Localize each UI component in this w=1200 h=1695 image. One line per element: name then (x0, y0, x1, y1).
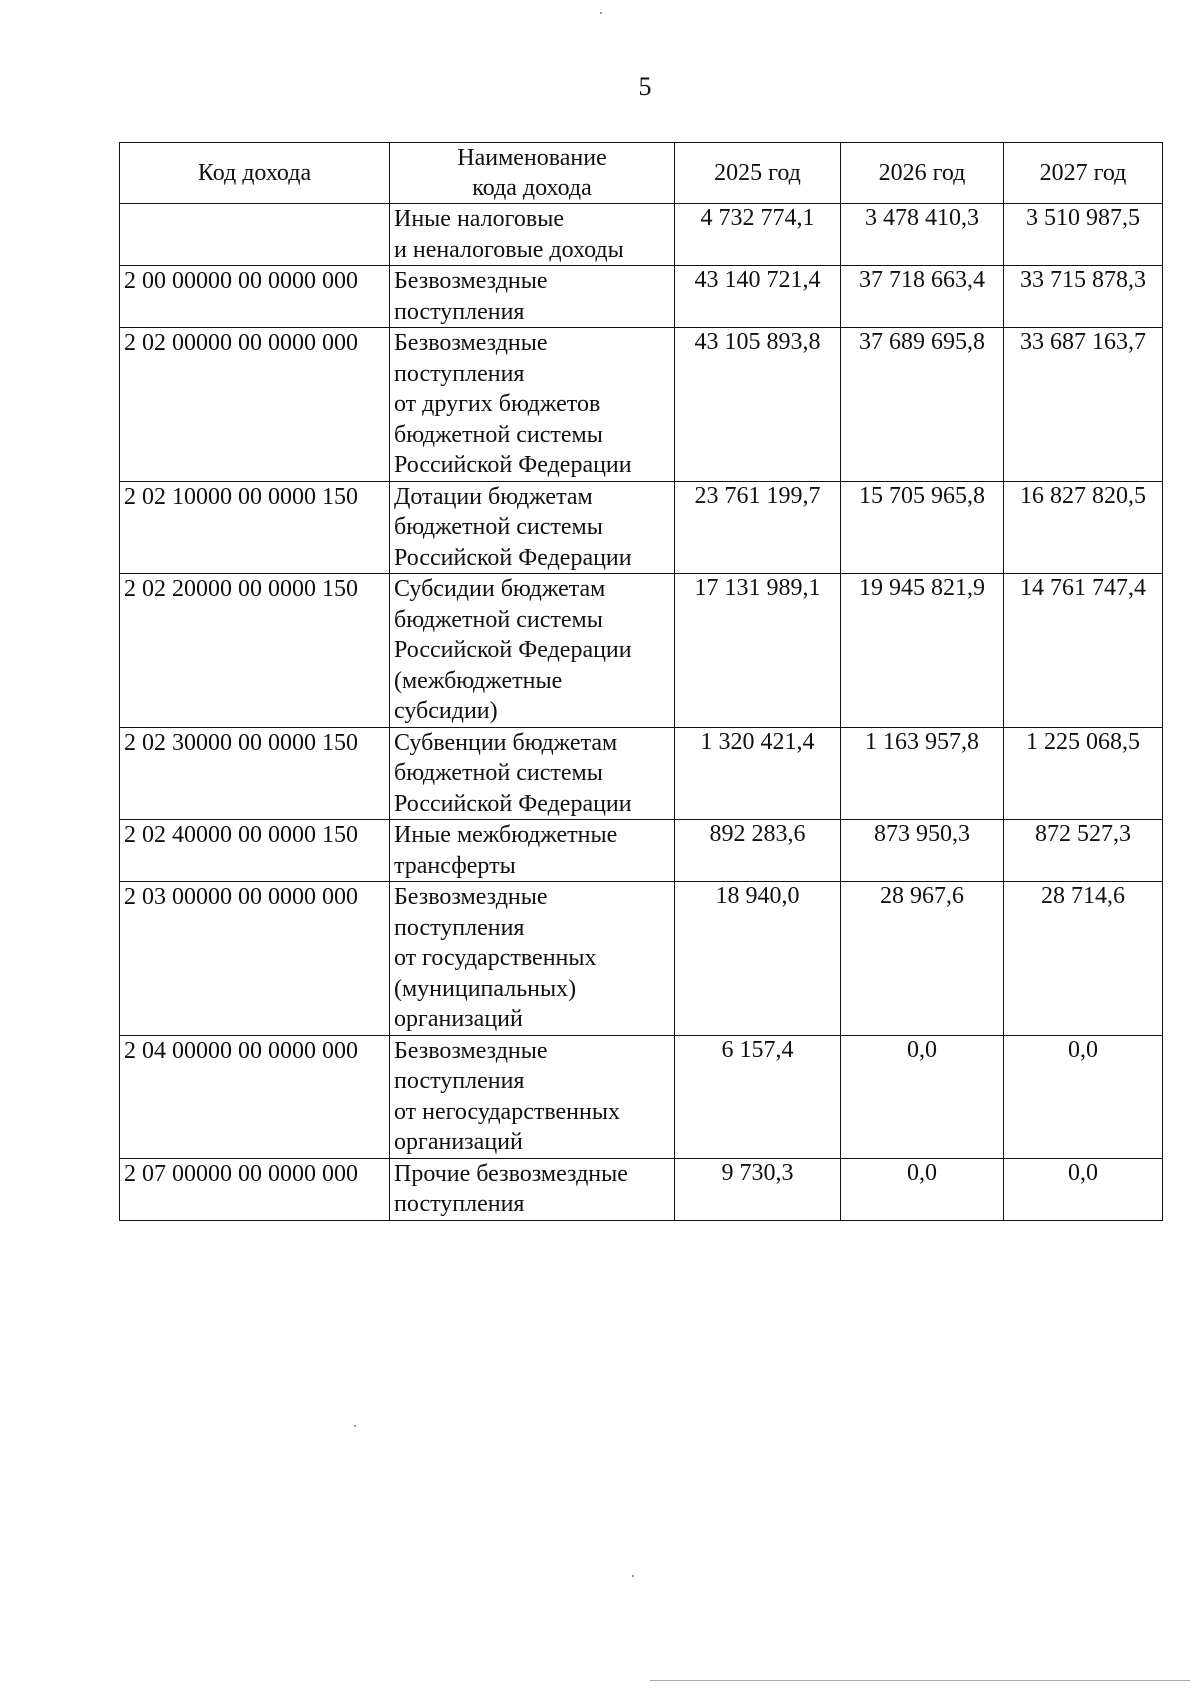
scan-artifact (600, 12, 602, 14)
income-code: 2 02 00000 00 0000 000 (120, 328, 390, 482)
amount-2026: 1 163 957,8 (841, 727, 1004, 820)
header-name-line1: Наименование (457, 145, 607, 171)
amount-2027: 0,0 (1004, 1035, 1163, 1158)
amount-2025: 4 732 774,1 (675, 204, 841, 266)
income-name (390, 820, 675, 882)
income-name (390, 727, 675, 820)
income-name-line: Российской Федерации (394, 637, 632, 663)
income-name (390, 882, 675, 1036)
header-name (390, 143, 675, 204)
table-header-row (120, 143, 1163, 204)
income-name-line: поступления (394, 360, 525, 387)
header-code: Код дохода (120, 143, 390, 204)
income-name (390, 204, 675, 266)
scan-artifact (650, 1680, 1190, 1681)
amount-2026: 37 718 663,4 (841, 266, 1004, 328)
income-name-line: организаций (394, 1006, 523, 1032)
amount-2027: 3 510 987,5 (1004, 204, 1163, 266)
table-row (120, 1158, 1163, 1220)
income-name-line: Российской Федерации (394, 452, 632, 478)
amount-2025: 9 730,3 (675, 1158, 841, 1220)
scan-artifact (632, 1575, 634, 1577)
amount-2025: 6 157,4 (675, 1035, 841, 1158)
header-year-2025: 2025 год (675, 143, 841, 204)
income-code: 2 03 00000 00 0000 000 (120, 882, 390, 1036)
table-body (120, 204, 1163, 1221)
table-row (120, 574, 1163, 728)
income-name-line: и неналоговые доходы (394, 236, 624, 263)
income-name-line: Безвозмездные (394, 1037, 548, 1064)
income-name (390, 328, 675, 482)
header-year-2027: 2027 год (1004, 143, 1163, 204)
income-name-line: Безвозмездные (394, 268, 548, 294)
income-name-line: Дотации бюджетам (394, 483, 593, 510)
amount-2026: 15 705 965,8 (841, 481, 1004, 574)
revenue-table (119, 142, 1163, 1221)
amount-2025: 43 105 893,8 (675, 328, 841, 482)
income-code: 2 02 10000 00 0000 150 (120, 481, 390, 574)
income-code: 2 00 00000 00 0000 000 (120, 266, 390, 328)
amount-2026: 0,0 (841, 1035, 1004, 1158)
income-name-line: Иные межбюджетные (394, 822, 618, 848)
income-name-line: (межбюджетные (394, 667, 563, 694)
amount-2026: 37 689 695,8 (841, 328, 1004, 482)
income-name (390, 481, 675, 574)
income-name-line: поступления (394, 298, 525, 325)
page-number: 5 (638, 72, 652, 101)
income-name-line: поступления (394, 1191, 525, 1217)
amount-2026: 3 478 410,3 (841, 204, 1004, 266)
income-name-line: трансферты (394, 852, 516, 879)
income-name-line: Российской Федерации (394, 544, 632, 571)
income-name-line: бюджетной системы (394, 514, 603, 540)
income-name-line: Субвенции бюджетам (394, 729, 618, 756)
income-name-line: Иные налоговые (394, 206, 564, 232)
income-code: 2 07 00000 00 0000 000 (120, 1158, 390, 1220)
table-row (120, 481, 1163, 574)
amount-2026: 28 967,6 (841, 882, 1004, 1036)
amount-2027: 33 687 163,7 (1004, 328, 1163, 482)
income-code: 2 02 20000 00 0000 150 (120, 574, 390, 728)
income-name-line: бюджетной системы (394, 421, 603, 448)
amount-2027: 14 761 747,4 (1004, 574, 1163, 728)
income-name-line: Прочие безвозмездные (394, 1160, 628, 1187)
income-name-line: от государственных (394, 945, 597, 971)
income-code (120, 204, 390, 266)
amount-2026: 873 950,3 (841, 820, 1004, 882)
header-year-2026: 2026 год (841, 143, 1004, 204)
amount-2026: 0,0 (841, 1158, 1004, 1220)
income-name-line: поступления (394, 914, 525, 941)
income-name-line: Безвозмездные (394, 330, 548, 356)
income-code: 2 02 40000 00 0000 150 (120, 820, 390, 882)
table-row (120, 820, 1163, 882)
income-name-line: бюджетной системы (394, 760, 603, 786)
income-name-line: (муниципальных) (394, 975, 577, 1002)
income-name (390, 1035, 675, 1158)
table-row (120, 882, 1163, 1036)
table-row (120, 328, 1163, 482)
table-row (120, 727, 1163, 820)
income-code: 2 02 30000 00 0000 150 (120, 727, 390, 820)
header-name-line2: кода дохода (472, 175, 592, 201)
table-row (120, 266, 1163, 328)
income-name (390, 1158, 675, 1220)
income-name-line: субсидии) (394, 698, 498, 724)
income-name-line: Российской Федерации (394, 790, 632, 817)
scan-artifact (354, 1425, 356, 1427)
amount-2027: 16 827 820,5 (1004, 481, 1163, 574)
amount-2027: 28 714,6 (1004, 882, 1163, 1036)
income-name-line: Субсидии бюджетам (394, 576, 606, 602)
amount-2025: 17 131 989,1 (675, 574, 841, 728)
amount-2025: 23 761 199,7 (675, 481, 841, 574)
income-name-line: от негосударственных (394, 1098, 620, 1125)
amount-2027: 0,0 (1004, 1158, 1163, 1220)
income-name-line: организаций (394, 1129, 523, 1155)
table-row (120, 1035, 1163, 1158)
amount-2025: 892 283,6 (675, 820, 841, 882)
amount-2025: 43 140 721,4 (675, 266, 841, 328)
income-name-line: Безвозмездные (394, 884, 548, 910)
amount-2027: 1 225 068,5 (1004, 727, 1163, 820)
income-name (390, 574, 675, 728)
amount-2025: 18 940,0 (675, 882, 841, 1036)
amount-2026: 19 945 821,9 (841, 574, 1004, 728)
amount-2025: 1 320 421,4 (675, 727, 841, 820)
amount-2027: 33 715 878,3 (1004, 266, 1163, 328)
income-name-line: бюджетной системы (394, 606, 603, 633)
income-code: 2 04 00000 00 0000 000 (120, 1035, 390, 1158)
table-row (120, 204, 1163, 266)
income-name-line: от других бюджетов (394, 391, 601, 417)
income-name (390, 266, 675, 328)
income-name-line: поступления (394, 1068, 525, 1094)
amount-2027: 872 527,3 (1004, 820, 1163, 882)
